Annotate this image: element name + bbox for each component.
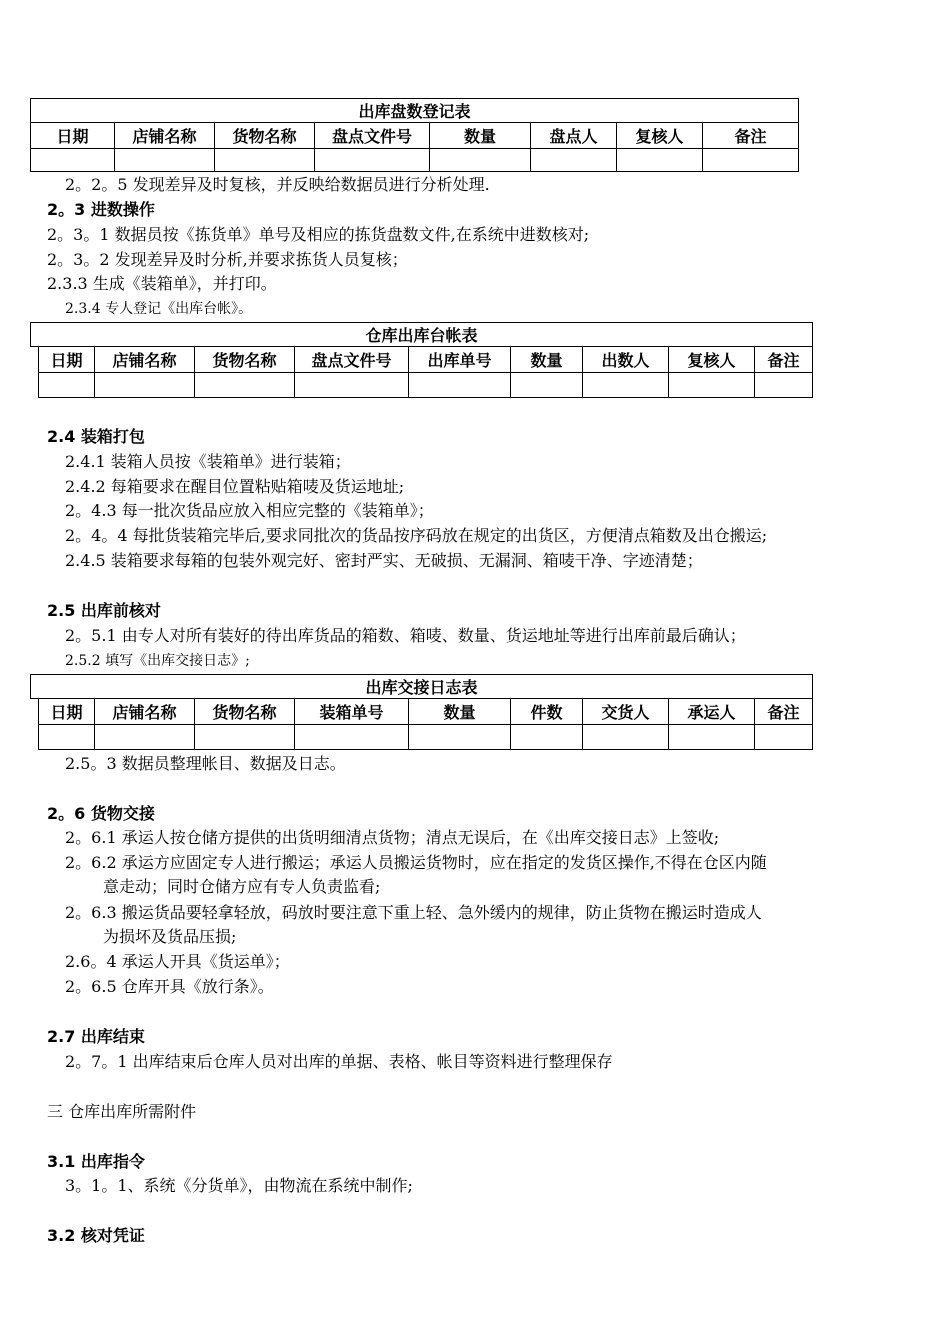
- paragraph-2-5-1: 2。5.1 由专人对所有装好的待出库货品的箱数、箱唛、数量、货运地址等进行出库前最后确认；: [65, 626, 746, 645]
- column-header: 数量: [511, 347, 583, 373]
- table-cell: [409, 725, 511, 750]
- table-cell: [39, 373, 95, 398]
- table-cell: [195, 725, 295, 750]
- paragraph-2-6-2: 2。6.2 承运方应固定专人进行搬运；承运人员搬运货物时，应在指定的发货区操作,不得在仓区内随: [65, 853, 767, 872]
- paragraph-2-4-1: 2.4.1 装箱人员按《装箱单》进行装箱；: [65, 452, 351, 471]
- column-header: 店铺名称: [95, 699, 195, 725]
- table-title: 仓库出库台帐表: [31, 323, 813, 347]
- paragraph-2-4-3: 2。4.3 每一批次货品应放入相应完整的《装箱单》；: [65, 501, 434, 520]
- column-header: 备注: [755, 699, 813, 725]
- paragraph-2-6-2-continued: 意走动；同时仓储方应有专人负责监看;: [103, 877, 381, 896]
- table-spacer-cell: [31, 699, 39, 725]
- warehouse-outbound-ledger-table: [30, 322, 813, 398]
- column-header: 日期: [39, 347, 95, 373]
- column-header: 出数人: [583, 347, 669, 373]
- paragraph-3-1-1: 3。1。1、系统《分货单》，由物流在系统中制作;: [65, 1176, 413, 1195]
- table-cell: [409, 373, 511, 398]
- table-cell: [703, 149, 799, 172]
- chapter-heading-3: 三 仓库出库所需附件: [47, 1102, 197, 1121]
- section-heading-3-1: 3.1 出库指令: [47, 1152, 145, 1171]
- table-spacer-cell: [31, 347, 39, 373]
- column-header: 盘点人: [531, 123, 617, 149]
- table-title: 出库盘数登记表: [31, 99, 799, 123]
- column-header: 件数: [511, 699, 583, 725]
- column-header: 备注: [703, 123, 799, 149]
- column-header: 店铺名称: [95, 347, 195, 373]
- table-cell: [583, 373, 669, 398]
- paragraph-2-7-1: 2。7。1 出库结束后仓库人员对出库的单据、表格、帐目等资料进行整理保存: [65, 1052, 613, 1071]
- table-spacer-cell: [31, 373, 39, 398]
- column-header: 日期: [31, 123, 115, 149]
- column-header: 备注: [755, 347, 813, 373]
- table-spacer-cell: [31, 725, 39, 750]
- paragraph-2-4-2: 2.4.2 每箱要求在醒目位置粘贴箱唛及货运地址;: [65, 477, 405, 496]
- paragraph-2-3-2: 2。3。2 发现差异及时分析,并要求拣货人员复核；: [47, 250, 408, 269]
- section-heading-2-4: 2.4 装箱打包: [47, 427, 145, 446]
- paragraph-2-3-4: 2.3.4 专人登记《出库台帐》。: [65, 301, 253, 317]
- paragraph-2-5-3: 2.5。3 数据员整理帐目、数据及日志。: [65, 754, 346, 773]
- table-title: 出库交接日志表: [31, 675, 813, 699]
- table-cell: [669, 725, 755, 750]
- table-cell: [39, 725, 95, 750]
- paragraph-2-2-5: 2。2。5 发现差异及时复核，并反映给数据员进行分析处理.: [65, 175, 490, 194]
- paragraph-2-6-4: 2.6。4 承运人开具《货运单》；: [65, 952, 290, 971]
- section-heading-3-2: 3.2 核对凭证: [47, 1226, 145, 1245]
- paragraph-2-6-5: 2。6.5 仓库开具《放行条》。: [65, 977, 274, 996]
- column-header: 出库单号: [409, 347, 511, 373]
- column-header: 货物名称: [195, 699, 295, 725]
- table-cell: [531, 149, 617, 172]
- table-cell: [755, 725, 813, 750]
- table-cell: [315, 149, 430, 172]
- column-header: 装箱单号: [295, 699, 409, 725]
- table-cell: [511, 373, 583, 398]
- table-cell: [215, 149, 315, 172]
- table-cell: [195, 373, 295, 398]
- column-header: 盘点文件号: [295, 347, 409, 373]
- column-header: 承运人: [669, 699, 755, 725]
- table-cell: [295, 725, 409, 750]
- table-cell: [95, 373, 195, 398]
- column-header: 店铺名称: [115, 123, 215, 149]
- table-cell: [669, 373, 755, 398]
- column-header: 复核人: [617, 123, 703, 149]
- outbound-count-register-table: [30, 98, 799, 172]
- section-heading-2-6: 2。6 货物交接: [47, 804, 155, 823]
- column-header: 货物名称: [215, 123, 315, 149]
- paragraph-2-6-3: 2。6.3 搬运货品要轻拿轻放，码放时要注意下重上轻、急外缓内的规律，防止货物在搬运时造成人: [65, 903, 762, 922]
- paragraph-2-5-2: 2.5.2 填写《出库交接日志》;: [65, 653, 250, 669]
- column-header: 数量: [409, 699, 511, 725]
- paragraph-2-4-5: 2.4.5 装箱要求每箱的包装外观完好、密封严实、无破损、无漏洞、箱唛干净、字迹清楚；: [65, 551, 703, 570]
- paragraph-2-3-1: 2。3。1 数据员按《拣货单》单号及相应的拣货盘数文件,在系统中进数核对;: [47, 225, 590, 244]
- table-cell: [617, 149, 703, 172]
- column-header: 盘点文件号: [315, 123, 430, 149]
- column-header: 数量: [430, 123, 531, 149]
- column-header: 交货人: [583, 699, 669, 725]
- paragraph-2-6-1: 2。6.1 承运人按仓储方提供的出货明细清点货物；清点无误后，在《出库交接日志》上签收;: [65, 828, 720, 847]
- table-cell: [430, 149, 531, 172]
- table-cell: [295, 373, 409, 398]
- column-header: 日期: [39, 699, 95, 725]
- table-cell: [583, 725, 669, 750]
- section-heading-2-3: 2。3 进数操作: [47, 200, 155, 219]
- table-cell: [95, 725, 195, 750]
- column-header: 货物名称: [195, 347, 295, 373]
- column-header: 复核人: [669, 347, 755, 373]
- section-heading-2-5: 2.5 出库前核对: [47, 601, 161, 620]
- table-cell: [115, 149, 215, 172]
- section-heading-2-7: 2.7 出库结束: [47, 1027, 145, 1046]
- paragraph-2-4-4: 2。4。4 每批货装箱完毕后,要求同批次的货品按序码放在规定的出货区，方便清点箱数及出仓搬运;: [65, 526, 768, 545]
- table-cell: [755, 373, 813, 398]
- table-cell: [31, 149, 115, 172]
- outbound-handover-log-table: [30, 674, 813, 750]
- paragraph-2-3-3: 2.3.3 生成《装箱单》，并打印。: [47, 274, 277, 293]
- table-cell: [511, 725, 583, 750]
- paragraph-2-6-3-continued: 为损坏及货品压损;: [103, 927, 237, 946]
